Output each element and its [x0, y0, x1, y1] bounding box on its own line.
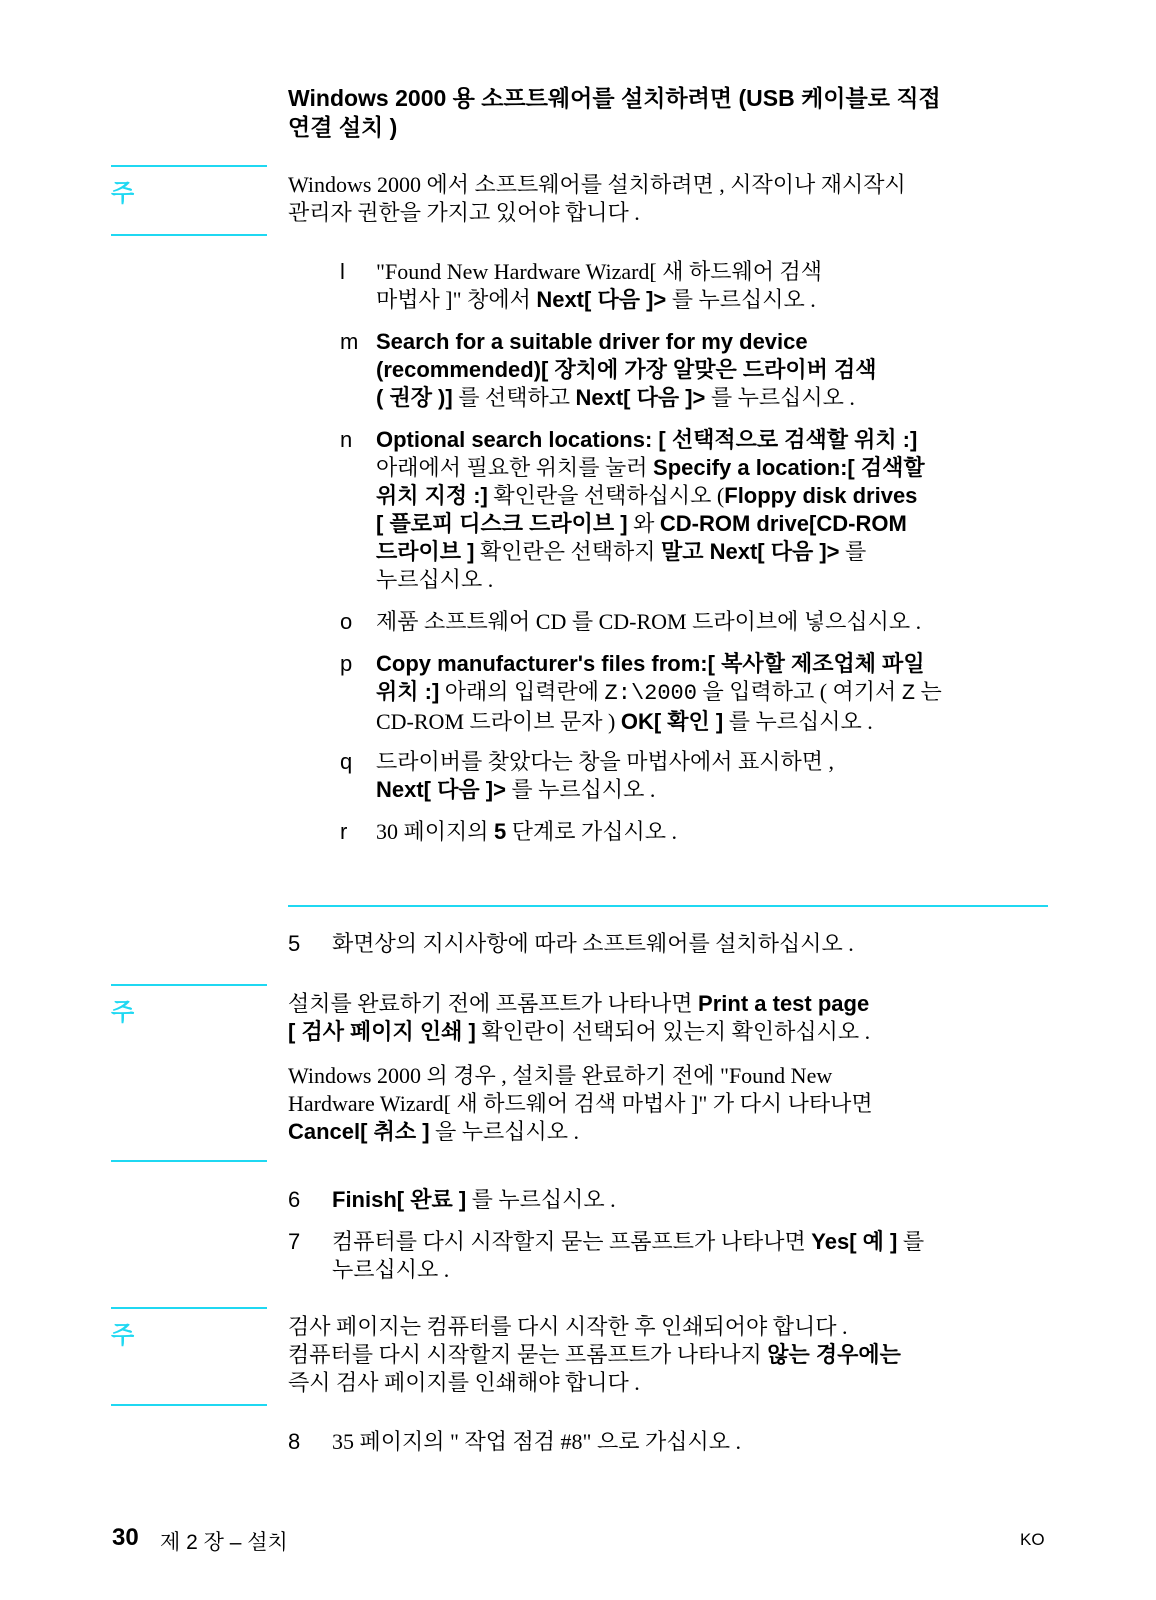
- substep-label: r: [340, 819, 348, 844]
- ui-term: Print a test page: [698, 991, 870, 1016]
- section-heading-line1: Windows 2000 용 소프트웨어를 설치하려면 (USB 케이블로 직접: [288, 85, 941, 111]
- substep-text: 30 페이지의: [376, 819, 495, 844]
- substep-body: [376, 328, 1040, 412]
- note-line: Windows 2000 에서 소프트웨어를 설치하려면 , 시작이나 재시작시: [288, 172, 906, 197]
- substep-body: [376, 426, 1040, 594]
- note-label: 주: [111, 179, 135, 207]
- note-text: [288, 990, 1048, 1146]
- substep-text: 확인란을 선택하십시오 (: [487, 483, 725, 508]
- substep-n: [340, 426, 1040, 594]
- substep-text: 아래의 입력란에: [439, 679, 605, 704]
- substep-text: 를 누르십시오 .: [705, 385, 855, 410]
- note-line: [288, 1118, 1048, 1146]
- substep-q: [340, 748, 1040, 804]
- ui-term: (recommended)[ 장치에 가장 알맞은 드라이버 검색: [376, 357, 877, 382]
- path-text: Z:\2000: [604, 681, 697, 706]
- note-text-span: 설치를 완료하기 전에 프롬프트가 나타나면: [288, 991, 699, 1016]
- substep-body: [376, 818, 1040, 846]
- substep-r: [340, 818, 1040, 846]
- substep-text: 제품 소프트웨어 CD 를 CD-ROM 드라이브에 넣으십시오 .: [376, 609, 922, 634]
- substep-body: [376, 748, 1040, 804]
- substep-p: [340, 650, 1040, 736]
- footer-language-code: KO: [1020, 1530, 1045, 1549]
- substep-text: 를: [839, 539, 867, 564]
- ui-term: Next[ 다음 ]>: [536, 287, 667, 312]
- substep-text: 마법사 ]" 창에서: [376, 287, 537, 312]
- ui-term: Optional search locations: [ 선택적으로 검색할 위치 :]: [376, 427, 918, 452]
- ui-term: Cancel[ 취소 ]: [288, 1119, 430, 1144]
- substep-body: [376, 650, 1040, 736]
- note-bottom-rule: [111, 1404, 267, 1406]
- substep-text: 확인란은 선택하지: [474, 539, 661, 564]
- note-line: 즉시 검사 페이지를 인쇄해야 합니다 .: [288, 1370, 640, 1395]
- substep-label: p: [340, 651, 353, 676]
- substep-text: 는: [915, 679, 942, 704]
- step-8: [288, 1428, 1048, 1456]
- note-top-rule: [111, 165, 267, 167]
- substep-label: n: [340, 427, 353, 452]
- note-bottom-rule: [111, 1160, 267, 1162]
- footer-chapter-title: 제 2 장 – 설치: [160, 1531, 288, 1554]
- ui-term: Copy manufacturer's files from:[ 복사할 제조업체 파일: [376, 651, 925, 676]
- step-6: [288, 1186, 1048, 1214]
- note-line: 관리자 권한을 가지고 있어야 합니다 .: [288, 200, 640, 225]
- note-text: [288, 171, 1048, 227]
- ui-term: Floppy disk drives: [724, 483, 918, 508]
- note-line: [288, 990, 1048, 1018]
- step-text: 를 누르십시오 .: [466, 1187, 616, 1212]
- step-number: 6: [288, 1187, 301, 1212]
- ui-term: Specify a location:[ 검색할: [653, 455, 925, 480]
- substep-label: l: [340, 259, 345, 284]
- drive-letter: Z: [901, 681, 916, 706]
- ui-term: Next[ 다음 ]>: [575, 385, 706, 410]
- substep-label: q: [340, 749, 353, 774]
- ui-term: CD-ROM drive[CD-ROM: [659, 511, 907, 536]
- ui-term: Finish[ 완료 ]: [332, 1187, 467, 1212]
- ui-term: 위치 :]: [376, 679, 440, 704]
- note-top-rule: [111, 1307, 267, 1309]
- step-number: 7: [288, 1229, 301, 1254]
- substep-text: 를 누르십시오 .: [505, 777, 656, 802]
- substep-text: 를 선택하고: [452, 385, 576, 410]
- note-label: 주: [111, 998, 135, 1026]
- section-heading-line2: 연결 설치 ): [288, 114, 398, 140]
- ui-term: [ 검사 페이지 인쇄 ]: [288, 1019, 476, 1044]
- substep-body: [376, 608, 1040, 636]
- step-5: [288, 930, 1048, 958]
- substep-text: "Found New Hardware Wizard[ 새 하드웨어 검색: [376, 259, 823, 284]
- step-number: 5: [288, 931, 301, 956]
- footer-page-number: 30: [112, 1524, 139, 1551]
- substep-text: 아래에서 필요한 위치를 눌러: [376, 455, 654, 480]
- note-text-span: 컴퓨터를 다시 시작할지 묻는 프롬프트가 나타나지: [288, 1342, 768, 1367]
- substep-label: m: [340, 329, 359, 354]
- substep-m: [340, 328, 1040, 412]
- step-text: 를: [897, 1229, 925, 1254]
- section-divider: [288, 905, 1048, 907]
- ui-term: 드라이브 ]: [376, 539, 475, 564]
- step-number: 8: [288, 1429, 301, 1454]
- step-text: 화면상의 지시사항에 따라 소프트웨어를 설치하십시오 .: [332, 931, 854, 956]
- substep-body: [376, 258, 1040, 314]
- note-text: [288, 1313, 1048, 1397]
- ui-term: [ 플로피 디스크 드라이브 ]: [376, 511, 628, 536]
- step-body: [332, 1228, 1048, 1284]
- step-text: 컴퓨터를 다시 시작할지 묻는 프롬프트가 나타나면: [332, 1229, 812, 1254]
- ui-term: 위치 지정 :]: [376, 483, 488, 508]
- substep-text: 를 누르십시오 .: [666, 287, 816, 312]
- ui-term: 말고 Next[ 다음 ]>: [660, 539, 840, 564]
- note-text-span: 을 누르십시오 .: [429, 1119, 580, 1144]
- substep-text: 단계로 가십시오 .: [506, 819, 678, 844]
- substep-text: CD-ROM 드라이브 문자 ): [376, 709, 621, 734]
- note-line: 검사 페이지는 컴퓨터를 다시 시작한 후 인쇄되어야 합니다 .: [288, 1314, 848, 1339]
- section-heading: [288, 84, 1048, 142]
- note-top-rule: [111, 984, 267, 986]
- substep-label: o: [340, 609, 353, 634]
- ui-term: OK[ 확인 ]: [620, 709, 724, 734]
- step-text: 35 페이지의 " 작업 점검 #8" 으로 가십시오 .: [332, 1429, 741, 1454]
- note-line: Hardware Wizard[ 새 하드웨어 검색 마법사 ]" 가 다시 나타나면: [288, 1091, 873, 1116]
- step-body: [332, 1186, 1048, 1214]
- ui-term: Yes[ 예 ]: [811, 1229, 898, 1254]
- substep-text: 를 누르십시오 .: [723, 709, 873, 734]
- ui-term: 5: [494, 819, 507, 844]
- substep-text: 을 입력하고 ( 여기서: [696, 679, 902, 704]
- substep-text: 누르십시오 .: [376, 567, 494, 592]
- substep-l: [340, 258, 1040, 314]
- substep-text: 드라이버를 찾았다는 창을 마법사에서 표시하면 ,: [376, 749, 835, 774]
- note-line: [288, 1018, 1048, 1046]
- note-bottom-rule: [111, 234, 267, 236]
- ui-term: Search for a suitable driver for my device: [376, 329, 808, 354]
- note-label: 주: [111, 1321, 135, 1349]
- substep-text: 와: [627, 511, 660, 536]
- ui-term: Next[ 다음 ]>: [376, 777, 506, 802]
- note-line: [288, 1341, 1048, 1369]
- step-7: [288, 1228, 1048, 1284]
- ui-term: ( 권장 )]: [376, 385, 453, 410]
- substep-o: [340, 608, 1040, 636]
- note-line: Windows 2000 의 경우 , 설치를 완료하기 전에 "Found New: [288, 1063, 833, 1088]
- step-text: 누르십시오 .: [332, 1257, 450, 1282]
- ui-term: 않는 경우에는: [767, 1342, 901, 1367]
- note-text-span: 확인란이 선택되어 있는지 확인하십시오 .: [475, 1019, 871, 1044]
- paragraph-gap: [288, 1046, 1048, 1062]
